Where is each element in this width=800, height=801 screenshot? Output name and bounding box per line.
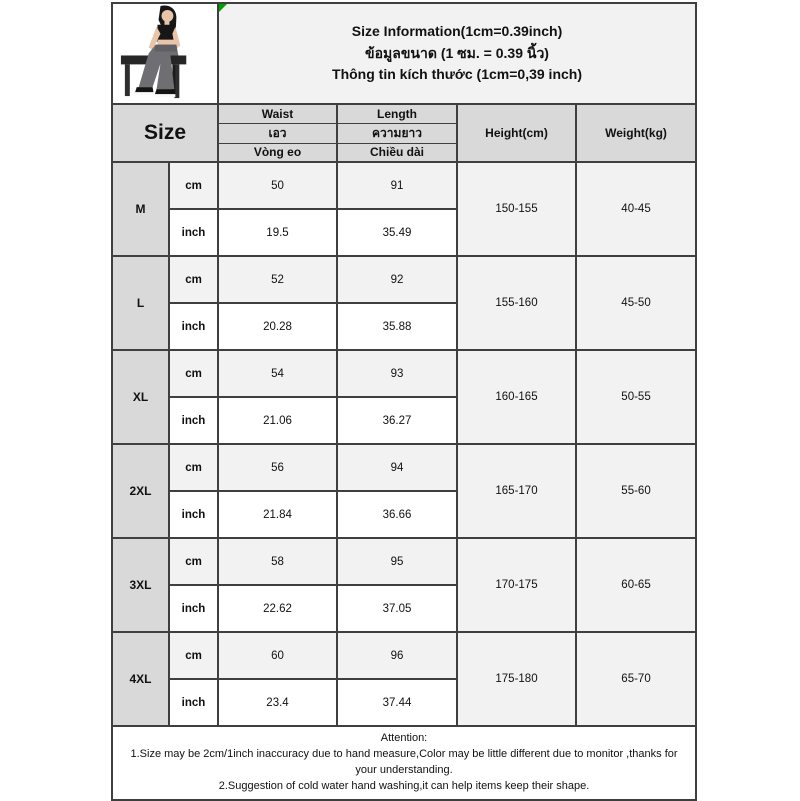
size-label: 4XL <box>112 632 169 726</box>
unit-label-cm: cm <box>169 256 218 303</box>
waist-cm-value: 56 <box>218 444 337 491</box>
length-inch-value: 37.05 <box>337 585 457 632</box>
waist-inch-value: 21.84 <box>218 491 337 538</box>
size-info-title-cell <box>218 3 696 104</box>
size-label: 2XL <box>112 444 169 538</box>
unit-label-inch: inch <box>169 585 218 632</box>
length-cm-value: 95 <box>337 538 457 585</box>
table-row-3xl-cm <box>112 538 696 585</box>
product-photo <box>112 3 218 104</box>
length-inch-value: 35.88 <box>337 303 457 350</box>
unit-label-inch: inch <box>169 397 218 444</box>
length-inch-value: 37.44 <box>337 679 457 726</box>
height-range: 165-170 <box>457 444 576 538</box>
length-header-en: Length <box>337 104 457 123</box>
height-range: 150-155 <box>457 162 576 256</box>
length-header-vi: Chiều dài <box>337 143 457 162</box>
unit-label-cm: cm <box>169 162 218 209</box>
waist-cm-value: 60 <box>218 632 337 679</box>
size-label: L <box>112 256 169 350</box>
title-row <box>112 3 696 104</box>
table-row-2xl-cm <box>112 444 696 491</box>
title-line-th: ข้อมูลขนาด (1 ซม. = 0.39 นิ้ว) <box>365 44 549 61</box>
size-label: M <box>112 162 169 256</box>
weight-range: 55-60 <box>576 444 696 538</box>
footer-row <box>112 726 696 800</box>
waist-cm-value: 54 <box>218 350 337 397</box>
attention-note-1: 1.Size may be 2cm/1inch inaccuracy due to hand measure,Color may be little different due to monitor ,thanks for your understanding. <box>130 747 678 776</box>
unit-label-cm: cm <box>169 350 218 397</box>
waist-header-vi: Vòng eo <box>218 143 337 162</box>
size-chart-sheet <box>111 2 695 801</box>
waist-cm-value: 50 <box>218 162 337 209</box>
length-inch-value: 36.66 <box>337 491 457 538</box>
length-cm-value: 92 <box>337 256 457 303</box>
waist-cm-value: 58 <box>218 538 337 585</box>
waist-header-th: เอว <box>218 123 337 143</box>
table-row-xl-cm <box>112 350 696 397</box>
attention-title: Attention: <box>380 732 428 744</box>
unit-label-inch: inch <box>169 679 218 726</box>
waist-cm-value: 52 <box>218 256 337 303</box>
unit-label-cm: cm <box>169 632 218 679</box>
height-column-header: Height(cm) <box>457 104 576 162</box>
size-column-header: Size <box>112 104 218 162</box>
length-cm-value: 93 <box>337 350 457 397</box>
length-cm-value: 94 <box>337 444 457 491</box>
unit-label-cm: cm <box>169 538 218 585</box>
length-cm-value: 96 <box>337 632 457 679</box>
weight-range: 45-50 <box>576 256 696 350</box>
attention-note-2: 2.Suggestion of cold water hand washing,it can help items keep their shape. <box>218 779 590 792</box>
table-row-4xl-cm <box>112 632 696 679</box>
table-row-m-cm <box>112 162 696 209</box>
waist-header-en: Waist <box>218 104 337 123</box>
length-header-th: ความยาว <box>337 123 457 143</box>
length-inch-value: 35.49 <box>337 209 457 256</box>
header-row-en <box>112 104 696 123</box>
size-label: 3XL <box>112 538 169 632</box>
waist-inch-value: 21.06 <box>218 397 337 444</box>
waist-inch-value: 23.4 <box>218 679 337 726</box>
unit-label-inch: inch <box>169 303 218 350</box>
weight-range: 65-70 <box>576 632 696 726</box>
unit-label-cm: cm <box>169 444 218 491</box>
weight-range: 50-55 <box>576 350 696 444</box>
attention-note <box>112 726 696 800</box>
length-inch-value: 36.27 <box>337 397 457 444</box>
waist-inch-value: 22.62 <box>218 585 337 632</box>
size-label: XL <box>112 350 169 444</box>
green-corner-marker <box>219 4 227 12</box>
size-table <box>111 2 697 801</box>
weight-column-header: Weight(kg) <box>576 104 696 162</box>
unit-label-inch: inch <box>169 491 218 538</box>
waist-inch-value: 20.28 <box>218 303 337 350</box>
table-row-l-cm <box>112 256 696 303</box>
height-range: 160-165 <box>457 350 576 444</box>
weight-range: 60-65 <box>576 538 696 632</box>
title-line-vi: Thông tin kích thước (1cm=0,39 inch) <box>332 66 582 83</box>
length-cm-value: 91 <box>337 162 457 209</box>
model-illustration <box>113 4 212 103</box>
height-range: 170-175 <box>457 538 576 632</box>
height-range: 155-160 <box>457 256 576 350</box>
weight-range: 40-45 <box>576 162 696 256</box>
height-range: 175-180 <box>457 632 576 726</box>
title-line-en: Size Information(1cm=0.39inch) <box>351 22 563 39</box>
waist-inch-value: 19.5 <box>218 209 337 256</box>
unit-label-inch: inch <box>169 209 218 256</box>
